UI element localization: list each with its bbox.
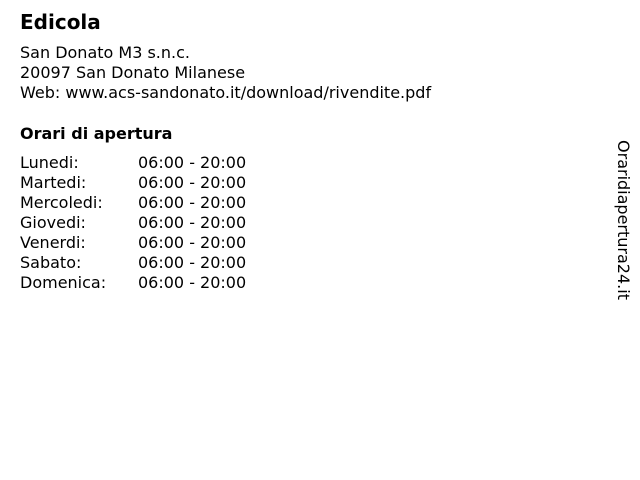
day-label: Sabato: — [20, 253, 82, 272]
hours-row-friday — [20, 233, 246, 253]
day-label: Lunedi: — [20, 153, 79, 172]
hours-row-tuesday — [20, 173, 246, 193]
time-range: 06:00 - 20:00 — [138, 213, 247, 232]
time-range: 06:00 - 20:00 — [138, 233, 247, 252]
business-name: San Donato M3 s.n.c. — [20, 43, 190, 62]
day-label: Venerdi: — [20, 233, 86, 252]
business-city: 20097 San Donato Milanese — [20, 63, 246, 82]
time-range: 06:00 - 20:00 — [138, 193, 247, 212]
day-label: Domenica: — [20, 273, 107, 292]
address-block — [20, 43, 431, 103]
day-label: Giovedi: — [20, 213, 86, 232]
site-watermark: Oraridiapertura24.it — [614, 140, 633, 300]
hours-row-saturday — [20, 253, 246, 273]
opening-hours-list — [20, 153, 246, 293]
hours-row-wednesday — [20, 193, 246, 213]
hours-row-monday — [20, 153, 246, 173]
opening-hours-heading: Orari di apertura — [20, 124, 173, 143]
page-title: Edicola — [20, 10, 101, 34]
hours-row-sunday — [20, 273, 246, 293]
day-label: Mercoledi: — [20, 193, 103, 212]
time-range: 06:00 - 20:00 — [138, 153, 247, 172]
time-range: 06:00 - 20:00 — [138, 173, 247, 192]
day-label: Martedi: — [20, 173, 87, 192]
business-website: Web: www.acs-sandonato.it/download/rivendite.pdf — [20, 83, 432, 102]
time-range: 06:00 - 20:00 — [138, 273, 247, 292]
hours-row-thursday — [20, 213, 246, 233]
time-range: 06:00 - 20:00 — [138, 253, 247, 272]
